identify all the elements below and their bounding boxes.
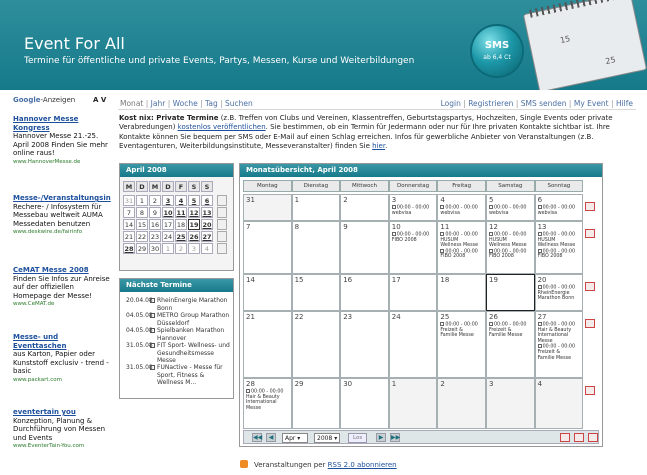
event-icon bbox=[150, 313, 155, 318]
event-icon bbox=[489, 249, 493, 253]
day-number: 15 bbox=[294, 276, 304, 284]
mini-calendar-day[interactable]: 8 bbox=[136, 207, 148, 218]
next-event-title[interactable]: FUNactive - Messe für Sport, Fitness & Wellness M... bbox=[157, 364, 223, 386]
publish-free-link[interactable]: kostenlos veröffentlichen bbox=[177, 123, 266, 132]
event-title[interactable]: webvisa bbox=[489, 210, 509, 216]
month-day-cell[interactable] bbox=[437, 221, 486, 274]
day-number: 17 bbox=[391, 276, 401, 284]
mini-calendar-day[interactable]: 4 bbox=[201, 243, 213, 254]
day-number: 14 bbox=[246, 276, 255, 284]
ad-item[interactable] bbox=[13, 115, 113, 166]
next-event-date: 31.05.08 bbox=[126, 364, 153, 371]
day-number: 9 bbox=[343, 223, 348, 231]
month-day-cell[interactable] bbox=[243, 221, 292, 274]
month-day-cell[interactable] bbox=[389, 221, 438, 274]
event-icon bbox=[538, 285, 542, 289]
day-number: 21 bbox=[246, 313, 255, 321]
event-title[interactable]: FIBO 2008 bbox=[440, 254, 466, 260]
event-time[interactable]: 00:00 - 00:00 bbox=[489, 322, 535, 328]
day-number: 4 bbox=[440, 196, 445, 204]
event-icon bbox=[538, 344, 542, 348]
rss-link[interactable]: RSS 2.0 abonnieren bbox=[327, 461, 397, 469]
event-icon bbox=[489, 205, 493, 209]
mini-week-button[interactable] bbox=[217, 219, 227, 230]
mini-calendar-day[interactable]: 29 bbox=[137, 245, 147, 253]
ads-label: Google-Anzeigen bbox=[13, 96, 76, 104]
view-nav: Monat | Jahr | Woche | Tag | Suchen bbox=[120, 99, 253, 108]
event-icon bbox=[489, 322, 493, 326]
month-day-cell[interactable] bbox=[292, 221, 341, 274]
event-title[interactable]: International bbox=[246, 400, 277, 406]
mini-weekday-header: S bbox=[188, 181, 200, 192]
month-day-cell[interactable] bbox=[389, 311, 438, 378]
ad-title[interactable]: CeMAT Messe 2008 bbox=[13, 266, 89, 274]
month-day-cell[interactable] bbox=[437, 274, 486, 311]
event-icon bbox=[538, 322, 542, 326]
day-number: 4 bbox=[537, 380, 543, 388]
event-title[interactable]: webvisa bbox=[391, 210, 412, 216]
event-title[interactable]: FIBO 2008 bbox=[489, 254, 514, 260]
mini-week-button[interactable] bbox=[217, 231, 227, 242]
sms-badge-price: ab 6,4 Ct bbox=[483, 54, 511, 61]
event-time[interactable]: 00:00 - 00:00 bbox=[440, 249, 486, 255]
day-number: 26 bbox=[489, 313, 498, 321]
event-icon bbox=[440, 322, 444, 326]
event-title[interactable]: FIBO 2008 bbox=[391, 237, 417, 243]
month-day-cell[interactable] bbox=[535, 378, 584, 429]
event-title[interactable]: FIBO 2008 bbox=[537, 254, 563, 260]
event-title[interactable]: HUSUM bbox=[537, 237, 556, 243]
print-button[interactable] bbox=[574, 433, 584, 442]
next-month-button[interactable]: ▶ bbox=[376, 433, 386, 442]
event-title[interactable]: webvisa bbox=[440, 210, 460, 216]
rss-icon[interactable] bbox=[240, 460, 248, 468]
event-title[interactable]: Wellness Messe bbox=[489, 243, 527, 249]
day-number: 7 bbox=[246, 223, 251, 231]
month-day-cell[interactable] bbox=[437, 378, 486, 429]
intro-text: Kost nix: Private Termine (z.B. Treffen von Clubs und Vereinen, Klassentreffen, Geburtstagspartys, Hochzeiten, Single Events oder private Verabredungen) kostenlos veröffentlichen. Sie bestimmen, ob ein Termin für Jedermann oder nur für Ihre privaten Kontakte sichtbar ist. Ihre Kontakte können Sie bequem per SMS oder E-Mail auf einen Schlag erreichen. Infos für gewerbliche Anbieter von Veranstaltungen (z.B. Eventagenturen, Weiterbildungsinstitute, Messeveranstalter) finden Sie hier. bbox=[119, 114, 613, 151]
next-event-title[interactable]: FIT Sport- Wellness- und Gesundheitsmesse Messe bbox=[157, 342, 230, 364]
month-day-cell[interactable] bbox=[292, 378, 341, 429]
weekday-label: Montag bbox=[243, 180, 292, 192]
event-title[interactable]: Freizeit & bbox=[537, 350, 561, 355]
event-time[interactable]: 00:00 - 00:00 bbox=[538, 249, 584, 255]
mini-calendar-day[interactable]: 21 bbox=[124, 233, 134, 241]
site-subtitle: Termine für öffentliche und private Events, Partys, Messen, Kurse und Weiterbildungen bbox=[24, 56, 415, 66]
export-button[interactable] bbox=[560, 433, 570, 442]
ad-title[interactable]: Messe-/Veranstaltungsin bbox=[13, 194, 111, 202]
next-event-title[interactable]: RheinEnergie Marathon Bonn bbox=[157, 297, 228, 312]
day-number: 25 bbox=[440, 313, 450, 321]
google-ads-column bbox=[13, 96, 113, 449]
event-icon bbox=[440, 249, 444, 253]
ad-url[interactable]: www.packart.com bbox=[13, 376, 62, 383]
event-title[interactable]: HUSUM bbox=[440, 237, 459, 243]
event-icon bbox=[538, 205, 542, 209]
weekday-label: Freitag bbox=[437, 180, 486, 192]
mini-calendar-day[interactable]: 24 bbox=[163, 233, 173, 241]
next-events-panel bbox=[119, 278, 234, 399]
event-title[interactable]: Messe bbox=[537, 338, 553, 344]
event-time[interactable]: 00:00 - 00:00 bbox=[489, 249, 535, 255]
month-day-cell[interactable] bbox=[389, 378, 438, 429]
event-title[interactable]: webvisa bbox=[537, 210, 558, 216]
day-number: 12 bbox=[489, 223, 498, 231]
notebook-number: 15 bbox=[559, 34, 572, 46]
event-title[interactable]: Familie Messe bbox=[489, 333, 523, 339]
day-number: 6 bbox=[537, 196, 543, 204]
ad-description: aus Karton, Papier oder Kunststoff exclusiv - trend - basic bbox=[13, 350, 109, 375]
mini-calendar-day[interactable]: 5 bbox=[188, 195, 200, 206]
mini-calendar-day[interactable]: 3 bbox=[188, 243, 200, 254]
event-icon bbox=[246, 389, 250, 393]
event-icon bbox=[150, 328, 155, 333]
month-day-cell[interactable] bbox=[535, 274, 584, 311]
month-day-cell[interactable] bbox=[292, 274, 341, 311]
month-day-cell[interactable] bbox=[437, 311, 486, 378]
month-day-cell[interactable] bbox=[535, 311, 584, 378]
mini-calendar-day[interactable]: 11 bbox=[176, 209, 186, 217]
mini-calendar-day[interactable]: 19 bbox=[189, 221, 199, 229]
event-icon bbox=[538, 249, 542, 253]
month-overview-title: Monatsübersicht, April 2008 bbox=[240, 164, 602, 177]
spiral-binding bbox=[529, 0, 627, 18]
here-link[interactable]: hier bbox=[372, 142, 386, 151]
month-day-cell[interactable] bbox=[389, 274, 438, 311]
nav-login[interactable]: Login bbox=[440, 99, 461, 108]
ad-description: Finden Sie Infos zur Anreise auf der offiziellen Homepage der Messe! bbox=[13, 274, 110, 300]
site-header bbox=[0, 0, 647, 90]
mini-calendar-day[interactable]: 20 bbox=[202, 221, 212, 229]
day-number: 29 bbox=[294, 380, 304, 388]
go-button[interactable]: Los bbox=[348, 433, 367, 443]
mini-week-button[interactable] bbox=[217, 195, 227, 206]
sms-badge[interactable] bbox=[472, 26, 522, 76]
mini-week-button[interactable] bbox=[217, 243, 227, 254]
event-title[interactable]: Wellness Messe bbox=[440, 243, 479, 249]
mini-weekday-header: M bbox=[123, 181, 135, 192]
site-title[interactable]: Event For All bbox=[24, 34, 125, 53]
event-title[interactable]: Messe bbox=[246, 405, 262, 411]
weekday-label: Sonntag bbox=[535, 180, 584, 192]
day-number: 30 bbox=[343, 380, 353, 388]
event-title[interactable]: Wellness Messe bbox=[537, 243, 576, 249]
event-icon bbox=[489, 232, 493, 236]
weekday-label: Samstag bbox=[486, 180, 535, 192]
month-day-cell[interactable] bbox=[486, 274, 535, 311]
event-title[interactable]: International bbox=[537, 333, 569, 339]
ad-title[interactable]: eventertain you bbox=[13, 408, 76, 416]
mini-weekday-header: D bbox=[136, 181, 148, 192]
nav-year[interactable]: Jahr bbox=[150, 99, 166, 108]
month-day-cell[interactable] bbox=[486, 311, 535, 378]
next-event-date: 20.04.08 bbox=[126, 297, 153, 304]
month-day-cell[interactable] bbox=[389, 194, 438, 221]
weekday-label: Mittwoch bbox=[340, 180, 389, 192]
month-day-cell[interactable] bbox=[535, 194, 584, 221]
event-time[interactable]: 00:00 - 00:00 bbox=[538, 344, 584, 350]
event-time[interactable]: 00:00 - 00:00 bbox=[440, 322, 486, 328]
mini-calendar bbox=[119, 163, 234, 271]
month-day-cell[interactable] bbox=[340, 194, 389, 221]
next-event-date: 04.05.08 bbox=[126, 312, 153, 319]
day-number: 18 bbox=[440, 276, 450, 284]
day-number: 3 bbox=[391, 196, 397, 204]
mini-calendar-day[interactable]: 7 bbox=[123, 207, 135, 218]
month-day-cell[interactable] bbox=[437, 194, 486, 221]
mini-weekday-header: M bbox=[149, 181, 161, 192]
ad-item[interactable] bbox=[13, 333, 113, 384]
day-number: 11 bbox=[440, 223, 450, 231]
ads-nav-arrows[interactable]: A V bbox=[93, 96, 107, 104]
ad-description: Konzeption, Planung & Durchführung von Messen und Events bbox=[13, 416, 106, 442]
ad-url[interactable]: www.deskwire.de/fairinfo bbox=[13, 229, 83, 235]
add-button[interactable] bbox=[588, 433, 598, 442]
ad-url[interactable]: www.CeMAT.de bbox=[13, 301, 55, 307]
event-icon bbox=[440, 205, 444, 209]
mini-calendar-day[interactable]: 13 bbox=[202, 209, 212, 217]
month-day-cell[interactable] bbox=[486, 221, 535, 274]
year-select[interactable]: 2008 ▾ bbox=[314, 433, 340, 443]
week-view-button[interactable] bbox=[585, 229, 595, 238]
last-month-button[interactable]: ▶▶ bbox=[391, 434, 401, 441]
weekday-label: Donnerstag bbox=[389, 180, 438, 192]
event-time[interactable]: 00:00 - 00:00 bbox=[538, 205, 584, 211]
day-number: 28 bbox=[246, 380, 255, 388]
day-number: 16 bbox=[343, 276, 353, 284]
mini-calendar-day[interactable]: 10 bbox=[163, 209, 173, 217]
ad-description: Rechere- / Infosystem für Messebau weltweit AUMA Messedaten benutzen bbox=[13, 202, 103, 228]
event-title[interactable]: Marathon Bonn bbox=[537, 296, 575, 302]
nav-day[interactable]: Tag bbox=[205, 99, 218, 108]
first-month-button[interactable]: ◀◀ bbox=[253, 434, 263, 441]
event-icon bbox=[440, 232, 444, 236]
notebook-number: 25 bbox=[604, 55, 617, 67]
nav-month[interactable]: Monat bbox=[120, 99, 144, 108]
month-day-cell[interactable] bbox=[340, 221, 389, 274]
day-number: 13 bbox=[537, 223, 547, 231]
week-view-button[interactable] bbox=[585, 202, 595, 211]
event-title[interactable]: HUSUM bbox=[489, 237, 507, 243]
weekday-label: Dienstag bbox=[292, 180, 341, 192]
event-time[interactable]: 00:00 - 00:00 bbox=[489, 205, 535, 211]
mini-calendar-day[interactable]: 15 bbox=[137, 221, 147, 229]
week-view-button[interactable] bbox=[585, 319, 595, 328]
mini-calendar-day[interactable]: 31 bbox=[124, 197, 134, 205]
mini-calendar-day[interactable]: 1 bbox=[162, 243, 174, 254]
week-view-button[interactable] bbox=[585, 386, 595, 395]
next-event-title[interactable]: METRO Group Marathon Düsseldorf bbox=[157, 312, 230, 327]
rss-line: Veranstaltungen per RSS 2.0 abonnieren bbox=[240, 460, 397, 469]
intro-bold: Kost nix: Private Termine bbox=[119, 114, 219, 122]
event-time[interactable]: 00:00 - 00:00 bbox=[246, 389, 292, 395]
mini-calendar-day[interactable]: 14 bbox=[124, 221, 134, 229]
event-title[interactable]: Freizeit & bbox=[489, 327, 512, 333]
next-event-date: 31.05.08 bbox=[126, 342, 153, 349]
nav-week[interactable]: Woche bbox=[172, 99, 198, 108]
nav-register[interactable]: Registrieren bbox=[468, 99, 514, 108]
month-day-cell[interactable] bbox=[486, 194, 535, 221]
mini-weekday-header: D bbox=[162, 181, 174, 192]
month-controls bbox=[243, 430, 599, 444]
mini-calendar-day[interactable]: 3 bbox=[162, 195, 174, 206]
event-title[interactable]: Hair & Beauty bbox=[537, 327, 572, 333]
next-event-date: 04.05.08 bbox=[126, 327, 153, 334]
mini-calendar-day[interactable]: 12 bbox=[189, 209, 199, 217]
mini-calendar-day[interactable]: 22 bbox=[137, 233, 147, 241]
month-day-cell[interactable] bbox=[292, 194, 341, 221]
day-number: 23 bbox=[343, 313, 353, 321]
mini-weekday-header: S bbox=[201, 181, 213, 192]
month-day-cell[interactable] bbox=[340, 378, 389, 429]
day-number: 1 bbox=[391, 380, 397, 388]
event-time[interactable]: 00:00 - 00:00 bbox=[392, 232, 438, 238]
mini-calendar-day[interactable]: 26 bbox=[189, 233, 199, 241]
ad-item[interactable] bbox=[13, 266, 113, 309]
month-day-cell[interactable] bbox=[243, 378, 292, 429]
event-time[interactable]: 00:00 - 00:00 bbox=[489, 232, 535, 238]
mini-calendar-day[interactable]: 28 bbox=[124, 245, 134, 253]
mini-weekday-header: F bbox=[175, 181, 187, 192]
ad-url[interactable]: www.HannoverMesse.de bbox=[13, 158, 81, 165]
mini-calendar-day[interactable]: 2 bbox=[149, 195, 161, 206]
event-icon bbox=[150, 298, 155, 303]
event-time[interactable]: 00:00 - 00:00 bbox=[538, 285, 584, 291]
nav-divider bbox=[118, 109, 636, 110]
event-time[interactable]: 00:00 - 00:00 bbox=[440, 232, 486, 238]
event-icon bbox=[392, 205, 396, 209]
day-number: 1 bbox=[294, 196, 300, 204]
day-number: 8 bbox=[294, 223, 300, 231]
mini-calendar-day[interactable]: 1 bbox=[136, 195, 148, 206]
nav-my-event[interactable]: My Event bbox=[573, 99, 609, 108]
event-icon bbox=[538, 232, 542, 236]
sms-badge-label: SMS bbox=[484, 40, 510, 51]
event-icon bbox=[150, 343, 155, 348]
day-number: 24 bbox=[391, 313, 401, 321]
event-time[interactable]: 00:00 - 00:00 bbox=[538, 322, 584, 328]
month-day-cell[interactable] bbox=[243, 274, 292, 311]
day-number: 20 bbox=[537, 276, 547, 284]
nav-help[interactable]: Hilfe bbox=[615, 99, 633, 108]
event-icon bbox=[150, 365, 155, 370]
ad-description: Hannover Messe 21.-25. April 2008 Finden Sie mehr online raus! bbox=[13, 132, 108, 157]
notebook-graphic bbox=[523, 0, 647, 90]
event-icon bbox=[392, 232, 396, 236]
mini-calendar-title: April 2008 bbox=[120, 164, 233, 177]
mini-calendar-day[interactable]: 16 bbox=[150, 221, 160, 229]
ad-title[interactable]: Hannover Messe Kongress bbox=[13, 115, 79, 132]
month-day-cell[interactable] bbox=[535, 221, 584, 274]
event-title[interactable]: Familie Messe bbox=[537, 355, 572, 361]
nav-send-sms[interactable]: SMS senden bbox=[520, 99, 567, 108]
month-day-cell[interactable] bbox=[340, 274, 389, 311]
mini-calendar-day[interactable]: 17 bbox=[163, 221, 173, 229]
event-title[interactable]: Freizeit & bbox=[440, 327, 463, 333]
event-time[interactable]: 00:00 - 00:00 bbox=[392, 205, 438, 211]
month-day-cell[interactable] bbox=[292, 311, 341, 378]
next-event-title[interactable]: Spielbanken Marathon Hannover bbox=[157, 327, 225, 342]
mini-calendar-day[interactable]: 30 bbox=[150, 245, 160, 253]
mini-calendar-day[interactable]: 9 bbox=[149, 207, 161, 218]
day-number: 2 bbox=[440, 380, 445, 388]
ad-item[interactable] bbox=[13, 408, 113, 451]
day-number: 5 bbox=[489, 196, 494, 204]
month-select[interactable]: Apr ▾ bbox=[282, 433, 308, 443]
day-number: 2 bbox=[343, 196, 348, 204]
day-number: 31 bbox=[246, 196, 255, 204]
event-title[interactable]: Hair & Beauty bbox=[246, 394, 280, 400]
mini-calendar-day[interactable]: 23 bbox=[150, 233, 160, 241]
next-events-title: Nächste Termine bbox=[120, 279, 233, 292]
ad-title[interactable]: Messe- und Eventtaschen bbox=[13, 333, 67, 350]
mini-calendar-day[interactable]: 27 bbox=[202, 233, 212, 241]
month-day-cell[interactable] bbox=[243, 311, 292, 378]
day-number: 19 bbox=[489, 276, 498, 284]
event-title[interactable]: RheinEnergie bbox=[537, 290, 570, 296]
week-view-button[interactable] bbox=[585, 282, 595, 291]
month-day-cell[interactable] bbox=[486, 378, 535, 429]
mini-week-button[interactable] bbox=[217, 207, 227, 218]
day-number: 3 bbox=[489, 380, 494, 388]
mini-calendar-day[interactable]: 25 bbox=[176, 233, 186, 241]
mini-calendar-day[interactable]: 4 bbox=[175, 195, 187, 206]
day-number: 27 bbox=[537, 313, 547, 321]
user-nav: Login | Registrieren | SMS senden | My Event | Hilfe bbox=[440, 99, 633, 108]
ad-url[interactable]: www.EventerTain-You.com bbox=[13, 443, 85, 449]
mini-calendar-day[interactable]: 2 bbox=[175, 243, 187, 254]
month-overview bbox=[239, 163, 603, 447]
mini-calendar-day[interactable]: 6 bbox=[201, 195, 213, 206]
prev-month-button[interactable]: ◀ bbox=[266, 433, 276, 442]
month-day-cell[interactable] bbox=[340, 311, 389, 378]
mini-calendar-day[interactable]: 18 bbox=[176, 221, 186, 229]
month-day-cell[interactable] bbox=[243, 194, 292, 221]
event-time[interactable]: 00:00 - 00:00 bbox=[440, 205, 486, 211]
day-number: 22 bbox=[294, 313, 304, 321]
event-title[interactable]: Familie Messe bbox=[440, 333, 474, 339]
nav-search[interactable]: Suchen bbox=[225, 99, 253, 108]
ad-item[interactable] bbox=[13, 194, 113, 237]
day-number: 10 bbox=[391, 223, 401, 231]
event-time[interactable]: 00:00 - 00:00 bbox=[538, 232, 584, 238]
